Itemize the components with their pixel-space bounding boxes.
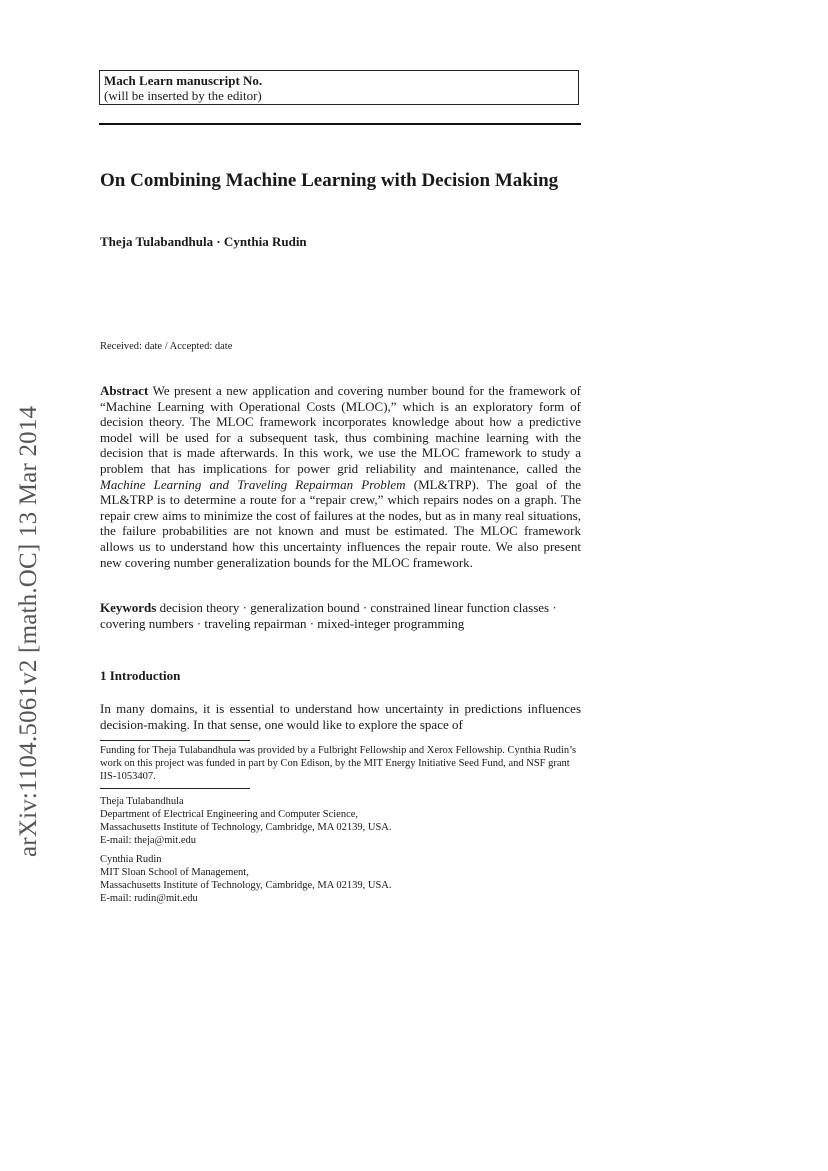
abstract-italic-term: Machine Learning and Traveling Repairman Problem bbox=[100, 476, 406, 492]
keywords-text: decision theory · generalization bound · constrained linear function classes · covering numbers · traveling repairman · mixed-integer programming bbox=[100, 600, 557, 631]
author-email: E-mail: theja@mit.edu bbox=[100, 835, 196, 846]
author-department: MIT Sloan School of Management, bbox=[100, 867, 249, 878]
keywords-label: Keywords bbox=[100, 600, 157, 615]
paper-title: On Combining Machine Learning with Decision Making bbox=[100, 170, 559, 191]
funding-footnote: Funding for Theja Tulabandhula was provided by a Fulbright Fellowship and Xerox Fellowship. Cynthia Rudin’s work on this project was funded in part by Con Edison, by the MIT Energy Initiative Seed Fund, and NSF grant IIS-1053407. bbox=[100, 745, 577, 782]
footnote-rule bbox=[100, 788, 250, 789]
editor-note: (will be inserted by the editor) bbox=[104, 88, 262, 103]
abstract-text: We present a new application and covering number bound for the framework of “Machine Learning with Operational Costs (MLOC),” which is an exploratory form of decision theory. The MLOC framework incorporates knowledge about how a predictive model will be used for a subsequent task, thus combining machine learning with the decision that is made afterwards. In this work, we use the MLOC framework to study a problem that has implications for power grid reliability and maintenance, called the bbox=[100, 383, 582, 476]
abstract-text-cont: (ML&TRP). The goal of the ML&TRP is to determine a route for a “repair crew,” which repairs nodes on a graph. The repair crew aims to minimize the cost of failures at the nodes, but as in many real situations, the failure probabilities are not known and must be estimated. The MLOC framework allows us to understand how this uncertainty influences the repair route. We also present new covering number generalization bounds for the MLOC framework. bbox=[100, 476, 582, 570]
author-name: Theja Tulabandhula bbox=[100, 796, 184, 807]
arxiv-identifier: arXiv:1104.5061v2 [math.OC] 13 Mar 2014 bbox=[15, 405, 42, 857]
keywords bbox=[100, 600, 581, 631]
header-rule bbox=[99, 123, 581, 125]
received-date: Received: date / Accepted: date bbox=[100, 341, 233, 352]
introduction-text: In many domains, it is essential to understand how uncertainty in predictions influences decision-making. In that sense, one would like to explore the space of bbox=[100, 701, 581, 732]
author-institution: Massachusetts Institute of Technology, Cambridge, MA 02139, USA. bbox=[100, 822, 392, 833]
journal-header-box bbox=[99, 70, 579, 105]
author-email: E-mail: rudin@mit.edu bbox=[100, 893, 198, 904]
author-affiliation-1 bbox=[100, 795, 581, 847]
author-list: Theja Tulabandhula · Cynthia Rudin bbox=[100, 234, 307, 249]
abstract bbox=[100, 383, 581, 570]
section-heading-introduction: 1 Introduction bbox=[100, 668, 181, 683]
author-department: Department of Electrical Engineering and Computer Science, bbox=[100, 809, 359, 820]
author-affiliation-2 bbox=[100, 853, 581, 905]
manuscript-number-label: Mach Learn manuscript No. bbox=[104, 73, 263, 88]
abstract-label: Abstract bbox=[100, 383, 149, 398]
author-name: Cynthia Rudin bbox=[100, 854, 162, 865]
footnote-rule bbox=[100, 740, 250, 741]
author-institution: Massachusetts Institute of Technology, Cambridge, MA 02139, USA. bbox=[100, 880, 392, 891]
